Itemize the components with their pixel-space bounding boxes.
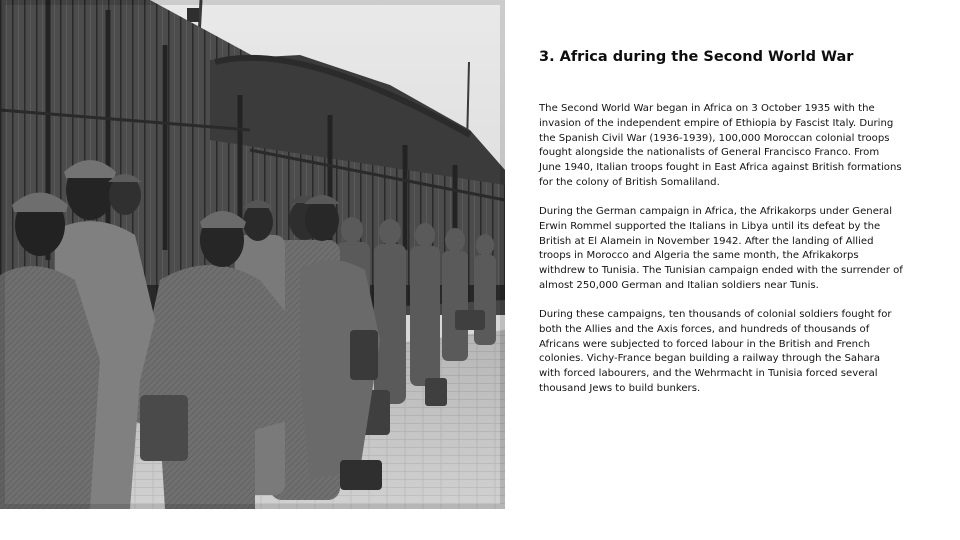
soldiers-by-train-image xyxy=(0,0,505,509)
historical-photo xyxy=(0,0,505,509)
paragraph-german-campaign: During the German campaign in Africa, the Afrikakorps under General Erwin Rommel supported the Italians in Libya until its defeat by the British at El Alamein in November 1942. After the landing of Allied troops in Morocco and Algeria the same month, the Afrikakorps withdrew to Tunisia. The Tunisian campaign ended with the surrender of almost 250,000 German and Italian soldiers near Tunis. xyxy=(539,206,903,291)
paragraph-colonial-soldiers: During these campaigns, ten thousands of colonial soldiers fought for both the Allies and the Axis forces, and hundreds of thousands of Africans were subjected to forced labour in the British and French colonies. Vichy-France began building a railway through the Sahara with forced labourers, and the Wehrmacht in Tunisia forced several thousand Jews to build bunkers. xyxy=(539,309,892,394)
section-title: 3. Africa during the Second World War xyxy=(539,49,854,65)
article-panel xyxy=(539,46,904,397)
paragraph-war-beginning: The Second World War began in Africa on 3 October 1935 with the invasion of the independent empire of Ethiopia by Fascist Italy. During the Spanish Civil War (1936-1939), 100,000 Moroccan colonial troops fought alongside the nationalists of General Francisco Franco. From June 1940, Italian troops fought in East Africa against British formations for the colony of British Somaliland. xyxy=(539,103,902,188)
